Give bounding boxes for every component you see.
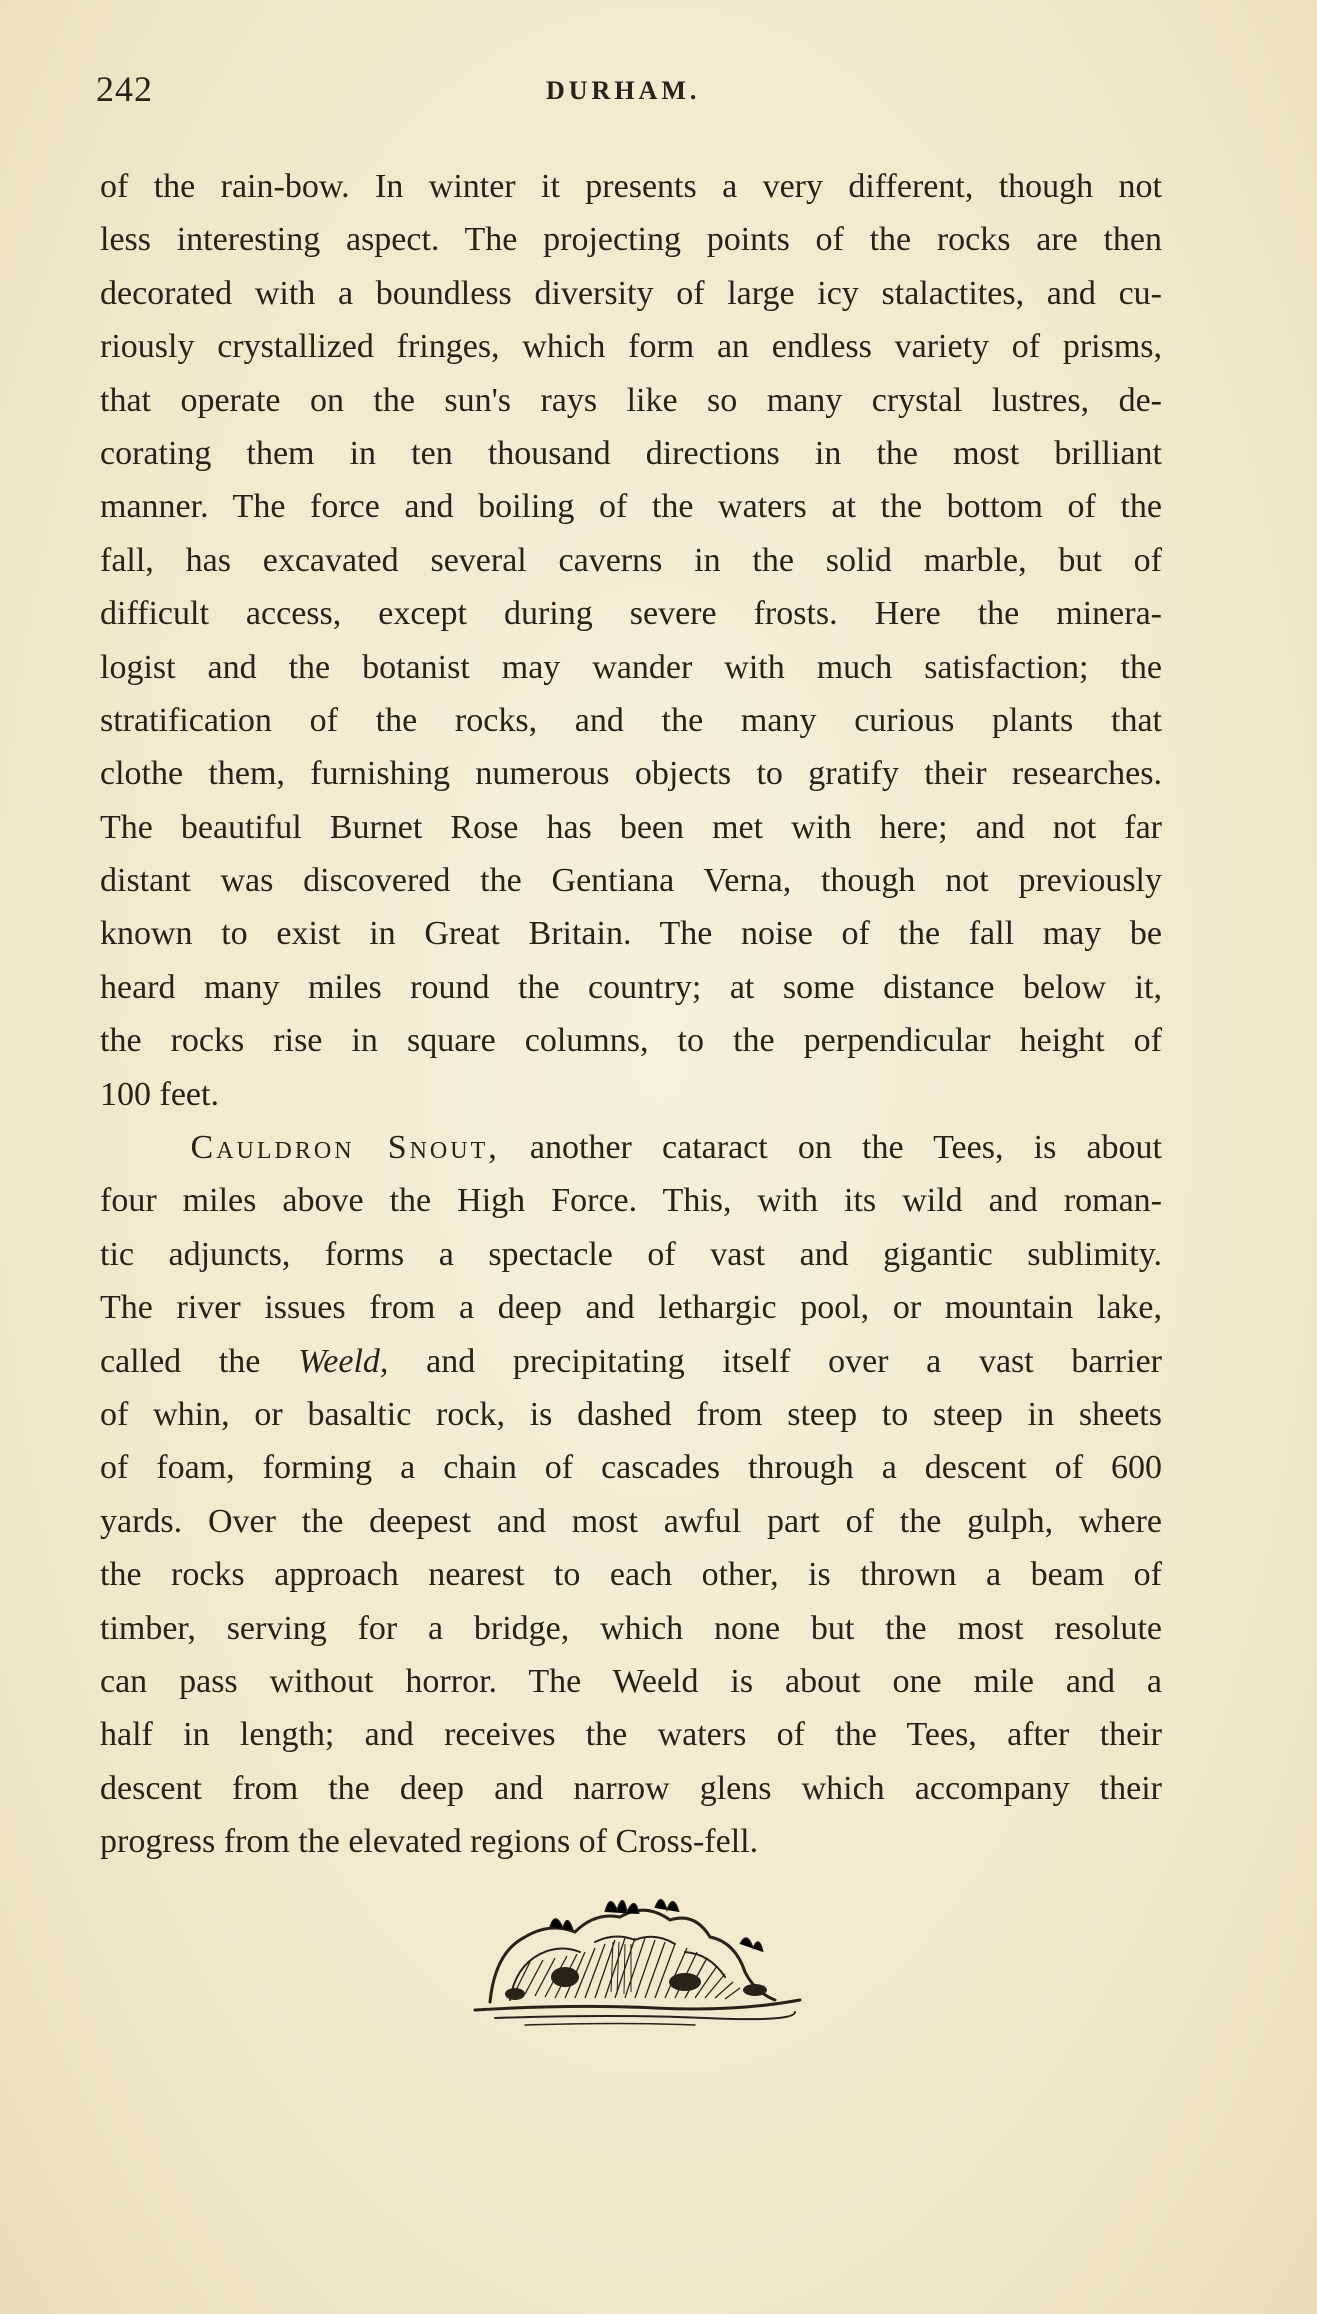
text-line: the rocks rise in square columns, to the perpendicular height of [100, 1022, 1162, 1060]
text-line: four miles above the High Force. This, with its wild and roman- [100, 1182, 1162, 1220]
paragraph-opening-line [100, 1121, 1162, 1174]
body-text [100, 160, 1162, 1869]
text-line: The beautiful Burnet Rose has been met with here; and not far [100, 808, 1162, 846]
text-line: known to exist in Great Britain. The noise of the fall may be [100, 915, 1162, 953]
text-line: clothe them, furnishing numerous objects to gratify their researches. [100, 755, 1162, 793]
text-line: of the rain-bow. In winter it presents a very different, though not [100, 168, 1162, 205]
text-line: of foam, forming a chain of cascades through a descent of 600 [100, 1449, 1162, 1487]
text-line: progress from the elevated regions of Cross-fell. [100, 1823, 759, 1861]
engraved-landscape-vignette-icon [455, 1882, 815, 2032]
text-fragment: called the [100, 1342, 299, 1380]
text-line: fall, has excavated several caverns in the solid marble, but of [100, 541, 1162, 579]
text-line: riously crystallized fringes, which form an endless variety of prisms, [100, 328, 1162, 366]
small-caps-name: Cauldron Snout, [190, 1129, 500, 1167]
text-fragment: another cataract on the Tees, is about [499, 1129, 1163, 1167]
text-line: can pass without horror. The Weeld is about one mile and a [100, 1662, 1162, 1700]
text-line: half in length; and receives the waters of the Tees, after their [100, 1716, 1162, 1754]
text-line: of whin, or basaltic rock, is dashed from steep to steep in sheets [100, 1395, 1162, 1433]
text-line-weeld [100, 1335, 1162, 1388]
italic-word: Weeld, [298, 1342, 389, 1380]
text-line: timber, serving for a bridge, which none but the most resolute [100, 1609, 1162, 1647]
text-line: The river issues from a deep and lethargic pool, or mountain lake, [100, 1289, 1162, 1327]
text-line: logist and the botanist may wander with much satisfaction; the [100, 648, 1162, 686]
text-line: tic adjuncts, forms a spectacle of vast and gigantic sublimity. [100, 1235, 1162, 1273]
text-line: difficult access, except during severe frosts. Here the minera- [100, 595, 1162, 633]
text-line: less interesting aspect. The projecting points of the rocks are then [100, 221, 1162, 259]
text-line: heard many miles round the country; at some distance below it, [100, 968, 1162, 1006]
text-line: stratification of the rocks, and the many curious plants that [100, 701, 1162, 739]
text-line: 100 feet. [100, 1075, 219, 1113]
text-fragment: and precipitating itself over a vast barrier [388, 1342, 1162, 1380]
text-line: distant was discovered the Gentiana Verna, though not previously [100, 862, 1162, 900]
text-line: that operate on the sun's rays like so many crystal lustres, de- [100, 381, 1162, 419]
text-line: yards. Over the deepest and most awful part of the gulph, where [100, 1502, 1162, 1540]
page-number: 242 [96, 69, 153, 109]
text-line: the rocks approach nearest to each other, is thrown a beam of [100, 1556, 1162, 1594]
text-line: manner. The force and boiling of the waters at the bottom of the [100, 488, 1162, 526]
page-header [96, 68, 1156, 118]
text-line: corating them in ten thousand directions in the most brilliant [100, 434, 1162, 472]
text-line: descent from the deep and narrow glens which accompany their [100, 1769, 1162, 1807]
text-line: decorated with a boundless diversity of large icy stalactites, and cu- [100, 274, 1162, 312]
running-head: DURHAM. [546, 76, 701, 105]
